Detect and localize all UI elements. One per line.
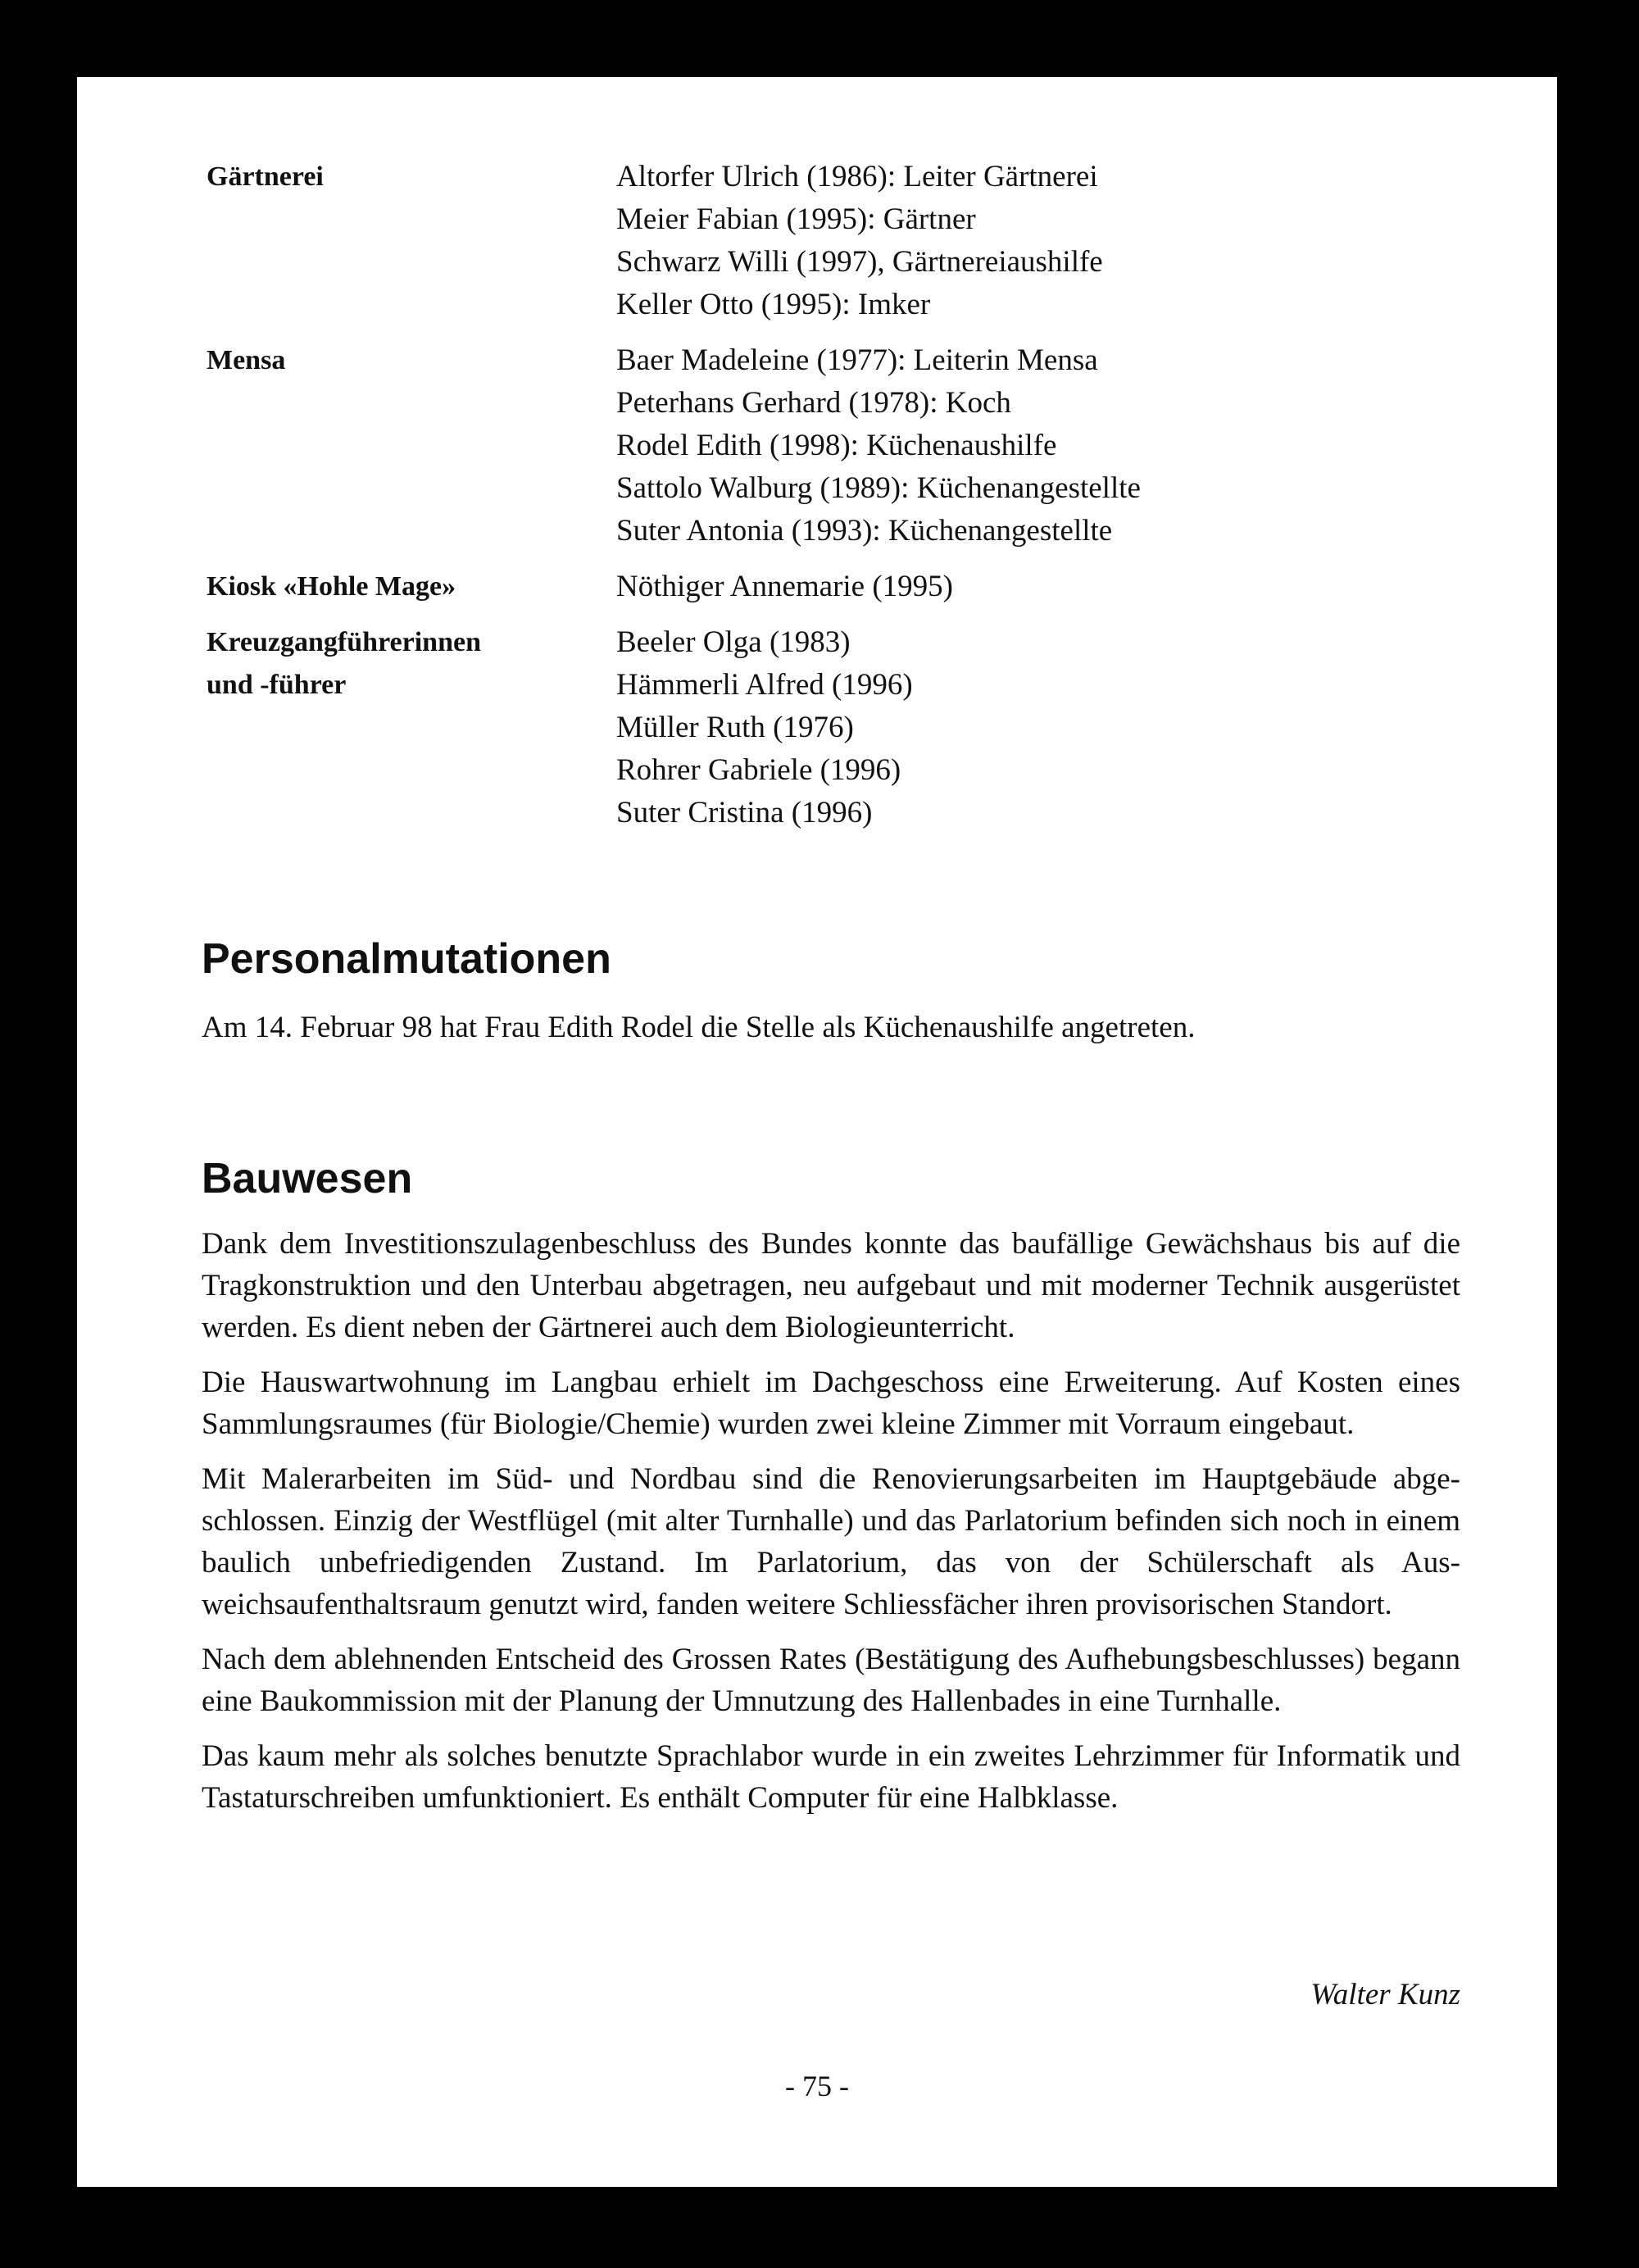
department-name: Kreuzgangführerinnen und -führer bbox=[207, 627, 481, 700]
paragraph: Am 14. Februar 98 hat Frau Edith Rodel die Stelle als Küchenaushilfe angetreten. bbox=[202, 1011, 1196, 1044]
department-name: Mensa bbox=[207, 345, 286, 375]
paragraph: Nach dem ablehnenden Entscheid des Grossen Rates (Bestätigung des Aufhebungsbeschlusses) begann eine Baukommission mit der Planung der Umnutzung des Hallenbades in eine Turnhalle. bbox=[202, 1643, 1460, 1718]
staff-member: Altorfer Ulrich (1986): Leiter Gärtnerei bbox=[616, 160, 1098, 193]
staff-group bbox=[207, 156, 1436, 326]
staff-member: Rodel Edith (1998): Küchenaushilfe bbox=[616, 429, 1057, 462]
staff-member: Suter Antonia (1993): Küchenangestellte bbox=[616, 514, 1113, 548]
document-page bbox=[77, 77, 1557, 2187]
staff-group bbox=[207, 566, 1436, 608]
section-heading-mutations: Personalmutationen bbox=[202, 935, 611, 983]
staff-member: Hämmerli Alfred (1996) bbox=[616, 668, 913, 702]
staff-member: Meier Fabian (1995): Gärtner bbox=[616, 202, 976, 236]
author-signature: Walter Kunz bbox=[1310, 1978, 1460, 2011]
staff-member: Suter Cristina (1996) bbox=[616, 796, 873, 829]
construction-body bbox=[202, 1223, 1460, 1832]
department-name: Gärtnerei bbox=[207, 161, 324, 192]
member-list bbox=[616, 621, 913, 834]
staff-member: Rohrer Gabriele (1996) bbox=[616, 753, 901, 787]
paragraph: Die Hauswartwohnung im Langbau erhielt im Dachgeschoss eine Erweiterung. Auf Kosten eines Sammlungsraumes (für Biologie/Chemie) wurden zwei kleine Zimmer mit Vorraum eingebaut. bbox=[202, 1366, 1460, 1441]
staff-group bbox=[207, 621, 1436, 834]
staff-member: Baer Madeleine (1977): Leiterin Mensa bbox=[616, 343, 1098, 377]
staff-member: Nöthiger Annemarie (1995) bbox=[616, 570, 953, 603]
mutations-body bbox=[202, 1007, 1460, 1061]
staff-member: Müller Ruth (1976) bbox=[616, 711, 854, 744]
staff-member: Peterhans Gerhard (1978): Koch bbox=[616, 386, 1011, 420]
page-number: - 75 - bbox=[785, 2070, 849, 2102]
department-name: Kiosk «Hohle Mage» bbox=[207, 571, 456, 602]
section-heading-construction: Bauwesen bbox=[202, 1155, 413, 1202]
staff-member: Keller Otto (1995): Imker bbox=[616, 288, 931, 321]
paragraph: Mit Malerarbeiten im Süd- und Nordbau sind die Renovierungsarbeiten im Hauptgebäude abgeschlossen. Einzig der Westflügel (mit alter Turnhalle) und das Parlatorium befinden sich noch in einem baulich unbefriedigenden Zustand. Im Parlatorium, das von der Schülerschaft als Ausweichsaufenthaltsraum genutzt wird, fanden weitere Schliessfächer ihren provisorischen Standort. bbox=[202, 1462, 1460, 1621]
member-list bbox=[616, 156, 1103, 326]
staff-member: Beeler Olga (1983) bbox=[616, 625, 851, 659]
paragraph: Dank dem Investitionszulagenbeschluss des Bundes konnte das baufällige Gewächshaus bis auf die Tragkonstruktion und den Unterbau abgetragen, neu aufgebaut und mit moderner Technik ausgerüstet werden. Es dient neben der Gärtnerei auch dem Biologieunterricht. bbox=[202, 1227, 1460, 1344]
staff-member: Sattolo Walburg (1989): Küchenangestellte bbox=[616, 471, 1141, 505]
paragraph: Das kaum mehr als solches benutzte Sprachlabor wurde in ein zweites Lehrzimmer für Informatik und Tastaturschreiben umfunktioniert. Es enthält Computer für eine Halbklasse. bbox=[202, 1739, 1460, 1815]
member-list bbox=[616, 339, 1141, 552]
staff-list bbox=[207, 156, 1436, 848]
staff-group bbox=[207, 339, 1436, 552]
member-list bbox=[616, 566, 953, 608]
staff-member: Schwarz Willi (1997), Gärtnereiaushilfe bbox=[616, 245, 1103, 279]
